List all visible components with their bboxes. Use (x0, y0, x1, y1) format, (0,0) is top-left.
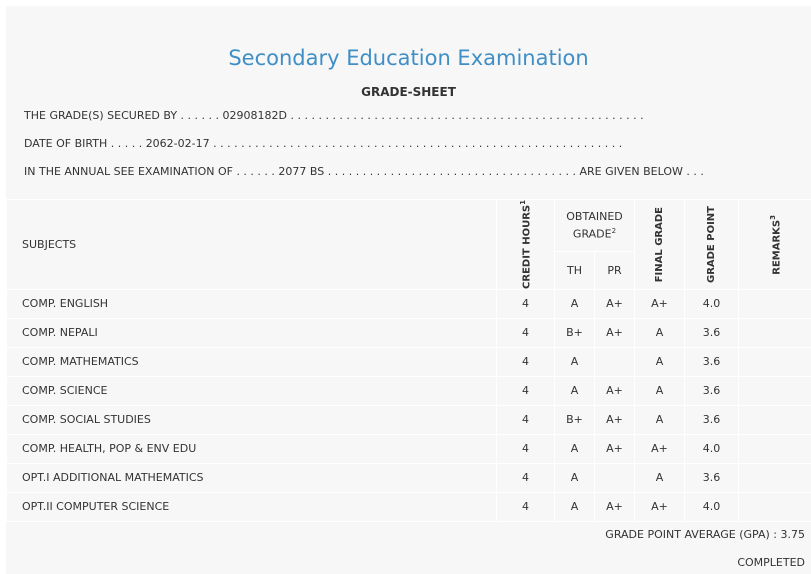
final-grade-cell: A+ (635, 434, 685, 463)
pr-grade-cell (595, 463, 635, 492)
final-grade-cell: A (635, 405, 685, 434)
table-row (7, 405, 811, 434)
table-row (7, 463, 811, 492)
obtained-grade-line2: GRADE (572, 227, 612, 241)
remarks-footnote: 3 (768, 214, 777, 220)
th-header: TH (555, 251, 595, 289)
grade-point-cell: 3.6 (685, 347, 739, 376)
subject-cell: OPT.I ADDITIONAL MATHEMATICS (7, 463, 497, 492)
exam-dots: . . . . . . . . . . . . . . . . . . . . . . . . . . . . . . . . . . . . (324, 165, 580, 178)
remarks-cell (739, 492, 811, 521)
th-grade-cell: A (555, 492, 595, 521)
grade-point-cell: 3.6 (685, 463, 739, 492)
obtained-grade-line1: OBTAINED (566, 210, 623, 224)
credit-hours-footnote: 1 (519, 200, 528, 205)
table-row (7, 347, 811, 376)
remarks-cell (739, 376, 811, 405)
pr-grade-cell: A+ (595, 492, 635, 521)
credit-hours-cell: 4 (497, 318, 555, 347)
grade-point-header (685, 200, 739, 290)
dob-dots: . . . . . . . . . . . . . . . . . . . . . . . . . . . . . . . . . . . . . . . . . . . . . . . . . . . . . . . . . . . (209, 137, 623, 150)
table-row (7, 289, 811, 318)
credit-hours-cell: 4 (497, 434, 555, 463)
exam-year: 2077 BS (278, 165, 325, 178)
table-row (7, 492, 811, 521)
grade-point-cell: 3.6 (685, 318, 739, 347)
remarks-cell (739, 463, 811, 492)
subject-cell: COMP. ENGLISH (7, 289, 497, 318)
remarks-cell (739, 318, 811, 347)
grade-sheet-heading: GRADE-SHEET (361, 85, 456, 99)
remarks-header (739, 200, 811, 290)
subject-cell: COMP. SCIENCE (7, 376, 497, 405)
exam-line (24, 165, 704, 178)
dob-value: 2062-02-17 (145, 137, 210, 150)
pr-grade-cell: A+ (595, 376, 635, 405)
table-row (7, 318, 811, 347)
grades-table (6, 199, 811, 522)
th-grade-cell: A (555, 434, 595, 463)
pr-grade-cell: A+ (595, 318, 635, 347)
pr-grade-cell: A+ (595, 434, 635, 463)
secured-by-dots: . . . . . . . . . . . . . . . . . . . . . . . . . . . . . . . . . . . . . . . . . . . . . . . . . . . (286, 109, 644, 122)
remarks-label: REMARKS (771, 219, 783, 275)
subject-cell: COMP. SOCIAL STUDIES (7, 405, 497, 434)
credit-hours-header (497, 200, 555, 290)
remarks-cell (739, 434, 811, 463)
credit-hours-cell: 4 (497, 405, 555, 434)
exam-suffix: ARE GIVEN BELOW . . . (579, 165, 704, 178)
th-grade-cell: A (555, 289, 595, 318)
subject-cell: COMP. HEALTH, POP & ENV EDU (7, 434, 497, 463)
dob-label: DATE OF BIRTH . . . . . (24, 137, 146, 150)
grades-body (7, 289, 811, 521)
grade-point-label: GRADE POINT (706, 205, 717, 283)
gpa-label: GRADE POINT AVERAGE (GPA) : (605, 528, 781, 541)
credit-hours-cell: 4 (497, 492, 555, 521)
table-row (7, 434, 811, 463)
subject-cell: COMP. MATHEMATICS (7, 347, 497, 376)
subjects-header: SUBJECTS (7, 200, 497, 290)
final-grade-label: FINAL GRADE (654, 206, 665, 283)
gpa-line (605, 528, 805, 541)
final-grade-cell: A (635, 376, 685, 405)
obtained-grade-header (555, 200, 635, 252)
th-grade-cell: A (555, 347, 595, 376)
pr-header: PR (595, 251, 635, 289)
th-grade-cell: A (555, 463, 595, 492)
final-grade-cell: A (635, 463, 685, 492)
secured-by-label: THE GRADE(S) SECURED BY . . . . . . (24, 109, 223, 122)
final-grade-header (635, 200, 685, 290)
gpa-value: 3.75 (780, 528, 805, 541)
pr-grade-cell: A+ (595, 405, 635, 434)
th-grade-cell: B+ (555, 318, 595, 347)
pr-grade-cell (595, 347, 635, 376)
subject-cell: COMP. NEPALI (7, 318, 497, 347)
final-grade-cell: A+ (635, 492, 685, 521)
exam-label: IN THE ANNUAL SEE EXAMINATION OF . . . . . . (24, 165, 279, 178)
final-grade-cell: A (635, 347, 685, 376)
secured-by-line (24, 109, 644, 122)
subject-cell: OPT.II COMPUTER SCIENCE (7, 492, 497, 521)
table-header-row (7, 200, 811, 252)
grade-point-cell: 4.0 (685, 434, 739, 463)
obtained-grade-footnote: 2 (611, 227, 617, 236)
dob-line (24, 137, 622, 150)
credit-hours-label: CREDIT HOURS (521, 204, 533, 289)
grade-point-cell: 3.6 (685, 405, 739, 434)
grade-point-cell: 4.0 (685, 289, 739, 318)
exam-title: Secondary Education Examination (228, 46, 589, 70)
credit-hours-cell: 4 (497, 347, 555, 376)
remarks-cell (739, 289, 811, 318)
th-grade-cell: B+ (555, 405, 595, 434)
remarks-cell (739, 347, 811, 376)
final-grade-cell: A (635, 318, 685, 347)
credit-hours-cell: 4 (497, 463, 555, 492)
credit-hours-cell: 4 (497, 376, 555, 405)
result-status: COMPLETED (737, 556, 805, 569)
grade-point-cell: 3.6 (685, 376, 739, 405)
final-grade-cell: A+ (635, 289, 685, 318)
pr-grade-cell: A+ (595, 289, 635, 318)
table-row (7, 376, 811, 405)
symbol-number: 02908182D (222, 109, 287, 122)
th-grade-cell: A (555, 376, 595, 405)
grade-sheet (6, 6, 811, 574)
grade-point-cell: 4.0 (685, 492, 739, 521)
remarks-cell (739, 405, 811, 434)
credit-hours-cell: 4 (497, 289, 555, 318)
